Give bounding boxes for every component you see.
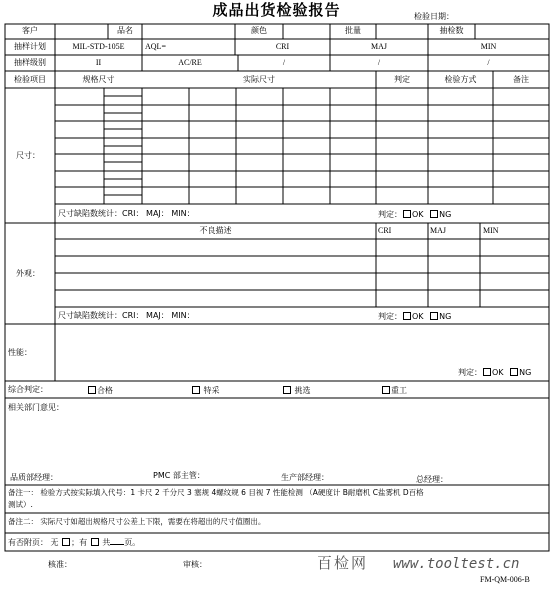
appearance-maj: MAJ	[430, 226, 447, 235]
appearance-cri: CRI	[378, 226, 392, 235]
appearance-ng-label: NG	[439, 312, 452, 321]
watermark-brand: 百检网	[317, 554, 369, 572]
attachment-total-label: 共	[102, 538, 111, 547]
overall-option-sort[interactable]	[282, 386, 311, 395]
performance-ok-label: OK	[492, 368, 504, 377]
note-one-line2: 测试）.	[8, 500, 33, 509]
dimension-ng-label: NG	[439, 210, 452, 219]
customer-label: 客户	[22, 26, 38, 35]
page-count-field[interactable]	[110, 544, 124, 545]
overall-option-concession[interactable]	[191, 386, 220, 395]
overall-option-rework[interactable]	[381, 386, 407, 395]
sampling-plan-label: 抽样计划	[14, 42, 46, 51]
attachment-yes-checkbox[interactable]	[91, 538, 99, 546]
acre-maj-slash: /	[377, 58, 381, 67]
acre-min-slash: /	[487, 58, 490, 67]
sampling-level-label: 抽样级别	[14, 58, 46, 67]
aql-label: AQL=	[145, 42, 166, 51]
dimension-ng-checkbox[interactable]	[430, 210, 438, 218]
performance-ok-checkbox[interactable]	[483, 368, 491, 376]
attachment-label: 有否附页： 无	[8, 538, 59, 547]
report-title: 成品出货检验报告	[212, 1, 341, 19]
appearance-judgement	[378, 312, 451, 321]
defect-desc-label: 不良描述	[199, 226, 232, 235]
dimension-defect-stats: 尺寸缺陷数统计：CRI： MAJ： MIN：	[58, 209, 195, 218]
rework-label: 重工	[391, 386, 407, 395]
sort-checkbox[interactable]	[283, 386, 291, 394]
sample-count-label: 抽检数	[439, 26, 464, 35]
general-manager-label: 总经理：	[416, 475, 448, 484]
approve-label: 核准：	[48, 560, 72, 569]
pmc-manager-label: PMC 部主管：	[153, 471, 205, 480]
concession-label: 特采	[203, 386, 220, 395]
note-two: 备注二： 实际尺寸如超出规格尺寸公差上下限，需要在将超出的尺寸值圈出。	[8, 517, 266, 526]
min-header: MIN	[480, 42, 497, 51]
quantity-label: 批量	[345, 26, 361, 35]
overall-judgement-label: 综合判定：	[8, 385, 48, 394]
pass-checkbox[interactable]	[88, 386, 96, 394]
performance-judgement	[458, 368, 531, 377]
form-code: FM-QM-006-B	[480, 575, 530, 584]
concession-checkbox[interactable]	[192, 386, 200, 394]
appearance-defect-stats: 尺寸缺陷数统计：CRI： MAJ： MIN：	[58, 311, 195, 320]
judge-label: 判定	[394, 75, 410, 84]
appearance-min: MIN	[483, 226, 499, 235]
department-opinions-label: 相关部门意见：	[8, 403, 64, 412]
qa-manager-label: 品质部经理：	[10, 473, 58, 482]
production-manager-label: 生产部经理：	[281, 473, 329, 482]
acre-cri-slash: /	[282, 58, 286, 67]
appearance-ng-checkbox[interactable]	[430, 312, 438, 320]
attachment-yes-label: ；有	[71, 538, 88, 547]
performance-label: 性能：	[8, 348, 32, 357]
appearance-judge-label: 判定：	[378, 312, 402, 321]
inspection-date-label: 检验日期：	[414, 12, 454, 21]
performance-judge-label: 判定：	[458, 368, 482, 377]
dimension-label: 尺寸：	[16, 151, 40, 160]
note-one-line1: 备注一： 检验方式按实际填入代号：1 卡尺 2 千分尺 3 塞规 4螺纹规 6 目视 7 性能检测 （A硬度计 B耐磨机 C盐雾机 D百格	[8, 488, 424, 497]
acre-label: AC/RE	[178, 58, 202, 67]
appearance-label: 外观：	[16, 269, 40, 278]
cri-header: CRI	[275, 42, 290, 51]
remark-label: 备注	[513, 75, 529, 84]
method-label: 检验方式	[444, 75, 477, 84]
attachment-none-checkbox[interactable]	[62, 538, 70, 546]
dimension-judgement	[378, 210, 451, 219]
appearance-ok-label: OK	[412, 312, 424, 321]
standard-value: MIL-STD-105E	[72, 42, 125, 51]
appearance-ok-checkbox[interactable]	[403, 312, 411, 320]
attachment-row	[8, 538, 140, 547]
inspection-item-label: 检验项目	[14, 75, 46, 84]
actual-size-label: 实际尺寸	[243, 75, 275, 84]
watermark-url: www.tooltest.cn	[393, 556, 520, 572]
sort-label: 挑选	[294, 386, 311, 395]
maj-header: MAJ	[370, 42, 387, 51]
attachment-pages-label: 页。	[124, 538, 141, 547]
color-label: 颜色	[251, 26, 267, 35]
dimension-ok-checkbox[interactable]	[403, 210, 411, 218]
dimension-ok-label: OK	[412, 210, 424, 219]
dimension-judge-label: 判定：	[378, 210, 402, 219]
spec-size-label: 规格尺寸	[82, 75, 115, 84]
performance-ng-label: NG	[519, 368, 532, 377]
performance-ng-checkbox[interactable]	[510, 368, 518, 376]
review-label: 审核：	[183, 560, 207, 569]
level-value: II	[95, 58, 102, 67]
overall-option-pass[interactable]	[87, 386, 113, 395]
rework-checkbox[interactable]	[382, 386, 390, 394]
product-name-label: 品名	[117, 26, 133, 35]
pass-label: 合格	[97, 386, 113, 395]
